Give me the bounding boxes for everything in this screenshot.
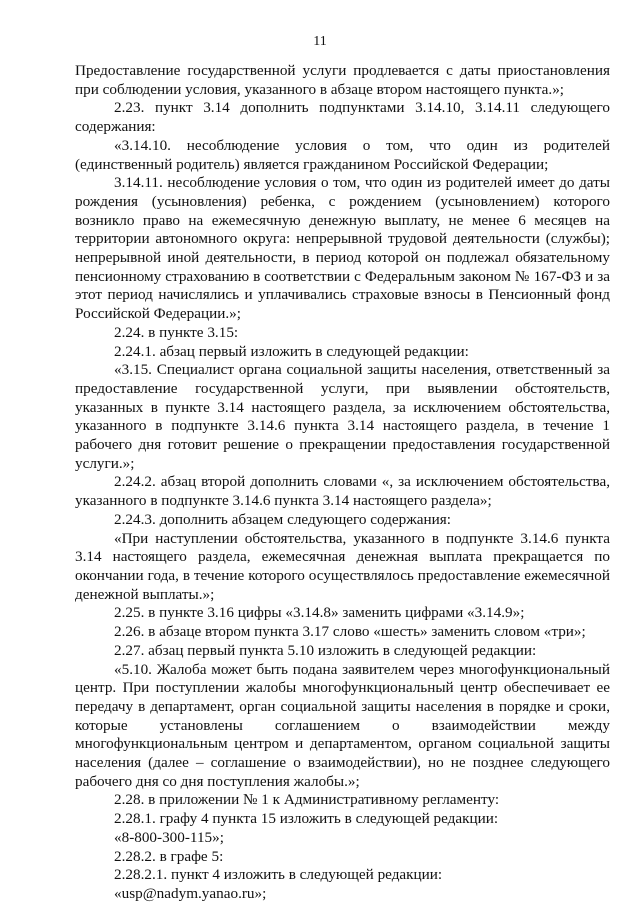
- paragraph: 2.24.3. дополнить абзацем следующего содержания:: [114, 510, 451, 528]
- paragraph: «usp@nadym.yanao.ru»;: [114, 884, 267, 902]
- document-body: [75, 62, 610, 904]
- paragraph: 2.28.2. в графе 5:: [114, 847, 224, 865]
- page-number: 11: [313, 34, 327, 49]
- paragraph: 3.14.11. несоблюдение условия о том, что один из родителей имеет до даты рождения (усыновления) ребенка, с рождением (усыновлением) которого возникло право на ежемесячную денежную выплату, не менее 6 месяцев на территории автономного округа: непрерывной трудовой деятельности (службы); непрерывной иной деятельности, в период которой он подлежал обязательному пенсионному страхованию в соответствии с Федеральным законом № 167-ФЗ и за этот период начислялись и уплачивались страховые взносы в Пенсионный фонд Российской Федерации.»;: [75, 174, 610, 323]
- paragraph: 2.27. абзац первый пункта 5.10 изложить в следующей редакции:: [114, 641, 537, 659]
- paragraph: 2.24.1. абзац первый изложить в следующей редакции:: [114, 342, 469, 360]
- paragraph: 2.26. в абзаце втором пункта 3.17 слово «шесть» заменить словом «три»;: [114, 623, 586, 641]
- paragraph: 2.24.2. абзац второй дополнить словами «, за исключением обстоятельства, указанного в подпункте 3.14.6 пункта 3.14 настоящего раздела»;: [75, 473, 610, 510]
- paragraph: 2.28. в приложении № 1 к Административному регламенту:: [114, 791, 500, 809]
- paragraph: «3.15. Специалист органа социальной защиты населения, ответственный за предоставление государственной услуги, при выявлении обстоятельств, указанных в пункте 3.14 настоящего раздела, за исключением обстоятельства, указанного в подпункте 3.14.6 пункта 3.14 настоящего раздела, в течение 1 рабочего дня готовит решение о прекращении предоставления государственной услуги.»;: [75, 361, 610, 472]
- paragraph: «5.10. Жалоба может быть подана заявителем через многофункциональный центр. При поступлении жалобы многофункциональный центр обеспечивает ее передачу в департамент, орган социальной защиты населения в порядке и сроки, которые установлены соглашением о взаимодействии между многофункциональным центром и департаментом, органом социальной защиты населения (далее – соглашение о взаимодействии), но не позднее следующего рабочего дня со дня поступления жалобы.»;: [75, 660, 610, 790]
- paragraph: 2.24. в пункте 3.15:: [114, 323, 239, 341]
- paragraph: «8-800-300-115»;: [114, 828, 224, 846]
- paragraph: 2.23. пункт 3.14 дополнить подпунктами 3.14.10, 3.14.11 следующего содержания:: [75, 99, 610, 136]
- paragraph: Предоставление государственной услуги продлевается с даты приостановления при соблюдении условия, указанного в абзаце втором настоящего пункта.»;: [75, 62, 610, 98]
- paragraph: 2.28.1. графу 4 пункта 15 изложить в следующей редакции:: [114, 810, 499, 828]
- paragraph: «При наступлении обстоятельства, указанного в подпункте 3.14.6 пункта 3.14 настоящего раздела, ежемесячная денежная выплата прекращается по окончании года, в течение которого осуществлялось предоставление ежемесячной денежной выплаты.»;: [75, 529, 610, 603]
- paragraph: «3.14.10. несоблюдение условия о том, что один из родителей (единственный родитель) является гражданином Российской Федерации;: [75, 136, 610, 173]
- paragraph: 2.28.2.1. пункт 4 изложить в следующей редакции:: [114, 866, 443, 884]
- paragraph: 2.25. в пункте 3.16 цифры «3.14.8» заменить цифрами «3.14.9»;: [114, 604, 525, 622]
